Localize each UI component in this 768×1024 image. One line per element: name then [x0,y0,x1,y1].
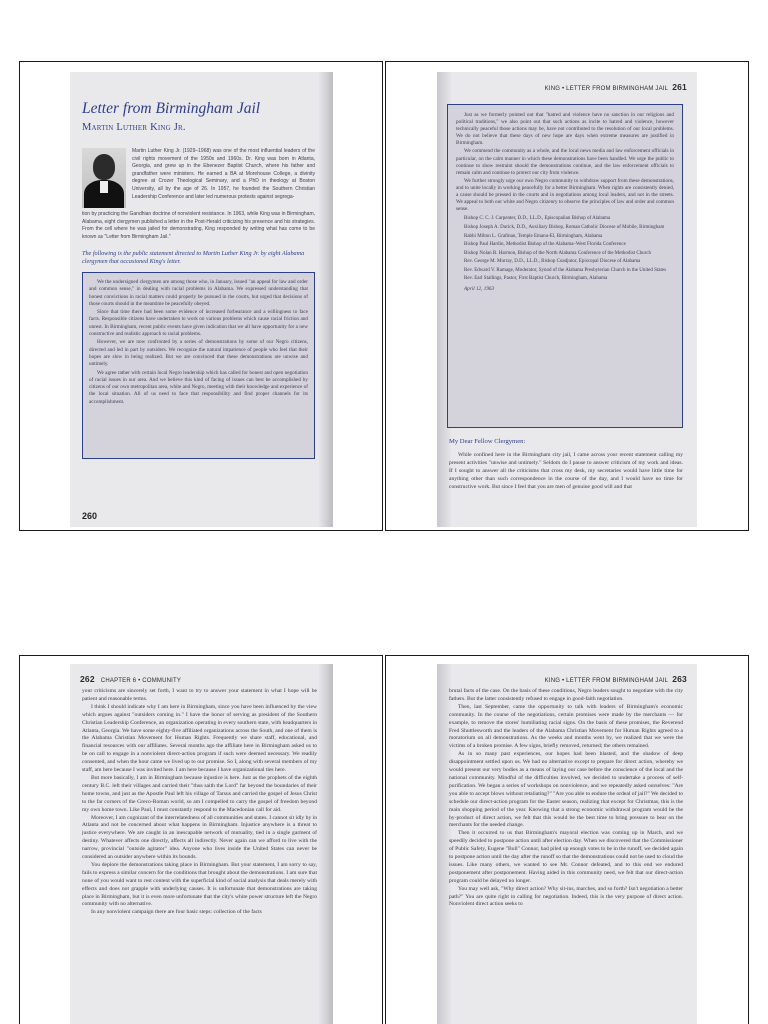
letter-paragraph: But more basically, I am in Birmingham because injustice is here. Just as the prophets of the eighth century B.C. left their villages and carried their "thus saith the Lord" far beyond the boundaries of their home towns, and just as the Apostle Paul left his village of Tarsus and carried the gospel of Jesus Christ to the far corners of the Greco-Roman world, so am I compelled to carry the gospel of freedom beyond my own home town. Like Paul, I must constantly respond to the Macedonian call for aid. [82,774,317,813]
author-bio-continued: tion by practicing the Gandhian doctrine of nonviolent resistance. In 1963, while King was in Birmingham, Alabama, eight clergymen published a letter in the Post-Herald criticizing his presence and his strategies. From the cell where he was jailed for demonstrating, King responded by writing what has come to be known as "Letter from Birmingham Jail." [82,211,315,240]
running-header-text: KING • LETTER FROM BIRMINGHAM JAIL [544,86,669,92]
letter-paragraph: Moreover, I am cognizant of the interrelatedness of all communities and states. I cannot sit idly by in Atlanta and not be concerned about what happens in Birmingham. Injustice anywhere is a threat to justice everywhere. We are caught in an inescapable network of mutuality, tied in a single garment of destiny. Whatever affects one directly, affects all indirectly. Never again can we afford to live with the narrow, provincial "outside agitator" idea. Anyone who lives inside the United States can never be considered an outsider anywhere within its bounds. [82,814,317,861]
running-header-text: CHAPTER 6 • COMMUNITY [100,678,182,684]
signer-entry: Bishop Paul Hardin, Methodist Bishop of the Alabama–West Florida Conference [464,242,626,248]
letter-paragraph: You deplore the demonstrations taking place in Birmingham. But your statement, I am sorry to say, fails to express a similar concern for the conditions that brought about the demonstrations. I am sure that none of you would want to rest content with the superficial kind of social analysis that deals merely with effects and does not grapple with underlying causes. It is unfortunate that demonstrations are taking place in Birmingham, but it is even more unfortunate that the city's white power structure left the Negro community with no alternative. [82,861,317,908]
page-number: 262 [80,674,95,684]
signer-entry: Bishop Joseph A. Durick, D.D., Auxiliary Bishop, Roman Catholic Diocese of Mobile, Birmingham [464,224,665,230]
signer-entry: Rabbi Milton L. Grafman, Temple Emanu-El, Birmingham, Alabama [464,233,603,239]
author-name: Martin Luther King Jr. [82,122,186,133]
book-page-262 [70,664,333,1024]
letter-paragraph: You may well ask, "Why direct action? Why sit-ins, marches, and so forth? Isn't negotiation a better path?" You are quite right in calling for negotiation. Indeed, this is the very purpose of direct action. Nonviolent direct action seeks to [449,885,683,908]
page-number: 261 [672,82,687,92]
letter-paragraph: In any nonviolent campaign there are four basic steps: collection of the facts [91,909,262,916]
signer-entry: Bishop Nolan B. Harmon, Bishop of the North Alabama Conference of the Methodist Church [464,250,652,256]
clergymen-statement-box [82,272,315,459]
running-header [545,674,687,684]
letter-paragraph: your criticisms are sincerely set forth, I want to try to answer your statement in what I hope will be patient and reasonable terms. [82,688,317,702]
letter-paragraph: brutal facts of the case. On the basis of these conditions, Negro leaders sought to negotiate with the city fathers. But the latter consistently refused to engage in good-faith negotiation. [449,688,683,702]
signer-entry: Bishop C. C. J. Carpenter, D.D., LL.D., Episcopalian Bishop of Alabama [464,216,611,222]
page-gutter-shadow [319,664,333,1024]
page-frame-262 [19,655,383,1024]
portrait-head [93,154,115,180]
letter-paragraph: Then, last September, came the opportunity to talk with leaders of Birmingham's economic community. In the course of the negotiations, certain promises were made by the merchants — for example, to remove the stores' humiliating racial signs. On the basis of these promises, the Reverend Fred Shuttlesworth and the leaders of the Alabama Christian Movement for Human Rights agreed to a moratorium on all demonstrations. As the weeks and months went by, we realized that we were the victims of a broken promise. A few signs, briefly removed, returned; the others remained. [449,703,683,750]
signers-list [456,216,674,293]
page-frame-260 [19,61,383,531]
statement-paragraph: We agree rather with certain local Negro leadership which has called for honest and open negotiation of racial issues in our area. And we believe this kind of facing of issues can best be accomplished by citizens of our own metropolitan area, white and Negro, meeting with their knowledge and experience of the local situation. All of us need to face that responsibility and find proper channels for its accomplishment. [89,369,308,405]
book-page-261 [437,72,697,527]
statement-date: April 12, 1963 [464,286,495,293]
page-number: 260 [82,511,98,521]
statement-paragraph: We further strongly urge our own Negro community to withdraw support from these demonstrations, and to unite locally in working peacefully for a better Birmingham. When rights are consistently denied, a cause should be pressed in the courts and in negotiations among local leaders, and not in the streets. We appeal to both our white and Negro citizenry to observe the principles of law and order and common sense. [456,177,674,213]
page-frame-263 [385,655,749,1024]
letter-paragraph: As in so many past experiences, our hopes had been blasted, and the shadow of deep disappointment settled upon us. We had no alternative except to prepare for direct action, whereby we would present our very bodies as a means of laying our case before the conscience of the local and the national community. Mindful of the difficulties involved, we decided to undertake a process of self-purification. We began a series of workshops on nonviolence, and we repeatedly asked ourselves: "Are you able to accept blows without retaliating?" "Are you able to endure the ordeal of jail?" We decided to schedule our direct-action program for the Easter season, realizing that except for Christmas, this is the main shopping period of the year. Knowing that a strong economic withdrawal program would be the by-product of direct action, we felt that this would be the best time to bring pressure to bear on the merchants for the needed change. [449,751,683,829]
page-title: Letter from Birmingham Jail [82,100,261,117]
book-page-260 [70,72,333,527]
clergymen-statement-box [447,104,683,428]
letter-paragraph: Then it occurred to us that Birmingham's mayoral election was coming up in March, and we speedily decided to postpone action until after election day. When we discovered that the Commissioner of Public Safety, Eugene "Bull" Connor, had piled up enough votes to be in the runoff, we decided again to postpone action until the day after the runoff so that the demonstrations could not be used to cloud the issues. Like many others, we wanted to see Mr. Connor defeated, and to this end we endured postponement after postponement. Having aided in this community need, we felt that our direct-action program could be delayed no longer. [449,830,683,884]
signer-entry: Rev. George M. Murray, D.D., LL.D., Bishop Coadjutor, Episcopal Diocese of Alabama [464,259,641,265]
statement-paragraph: However, we are now confronted by a series of demonstrations by some of our Negro citizens, directed and led in part by outsiders. We recognize the natural impatience of people who feel that their hopes are slow in being realized. But we are convinced that these demonstrations are unwise and untimely. [89,339,308,368]
running-header [545,82,687,92]
statement-intro: The following is the public statement directed to Martin Luther King Jr. by eight Alabama clergymen that occasioned King's letter. [82,250,305,266]
page-number: 263 [672,674,687,684]
page-gutter-shadow [319,72,333,527]
running-header [80,674,181,684]
letter-body [82,688,317,1024]
statement-paragraph: Just as we formerly pointed out that "hatred and violence have no sanction in our religious and political traditions," we also point out that such actions as incite to hatred and violence, however technically peaceful those actions may be, have not contributed to the resolution of our local problems. We do not believe that these days of new hope are days when extreme measures are justified in Birmingham. [456,112,674,147]
signer-entry: Rev. Earl Stallings, Pastor, First Baptist Church, Birmingham, Alabama [464,276,608,282]
running-header-text: KING • LETTER FROM BIRMINGHAM JAIL [544,678,669,684]
page-frame-261 [385,61,749,531]
author-portrait [82,148,126,208]
statement-paragraph: We commend the community as a whole, and the local news media and law enforcement officials in particular, on the calm manner in which these demonstrations have been handled. We urge the public to continue to show restraint should the demonstrations continue, and the law enforcement officials to remain calm and continue to protect our city from violence. [456,148,674,176]
letter-body [449,452,683,521]
book-page-263 [437,664,697,1024]
letter-paragraph: While confined here in the Birmingham city jail, I came across your recent statement calling my present activities "unwise and untimely." Seldom do I pause to answer criticism of my work and ideas. If I sought to answer all the criticisms that cross my desk, my secretaries would have little time for anything other than such correspondence in the course of the day, and I would have no time for constructive work. But since I feel that you are men of genuine good will and that [449,452,683,490]
letter-paragraph: I think I should indicate why I am here in Birmingham, since you have been influenced by the view which argues against "outsiders coming in." I have the honor of serving as president of the Southern Christian Leadership Conference, an organization operating in every southern state, with headquarters in Atlanta, Georgia. We have some eighty-five affiliated organizations across the South, and one of them is the Alabama Christian Movement for Human Rights. Frequently we share staff, educational, and financial resources with our affiliates. Several months ago the affiliate here in Birmingham asked us to be on call to engage in a nonviolent direct-action program if such were deemed necessary. We readily consented, and when the hour came we lived up to our promise. So I, along with several members of my staff, am here because I was invited here. I am here because I have organizational ties here. [82,703,317,774]
author-bio: Martin Luther King Jr. (1929–1968) was one of the most influential leaders of the civil rights movement of the 1950s and 1960s. Dr. King was born in Atlanta, Georgia, and grew up in the Ebenezer Baptist Church, where his father and grandfather were ministers. He earned a BA at Morehouse College, a divinity degree at Crozer Theological Seminary, and a PhD in theology at Boston University, all by the age of 26. In 1957, he founded the Southern Christian Leadership Conference and later led numerous protests against segrega- [132,148,315,200]
statement-paragraph: We the undersigned clergymen are among those who, in January, issued "an appeal for law and order and common sense," in dealing with racial problems in Alabama. We expressed understanding that honest convictions in racial matters could properly be pursued in the courts, but urged that decisions of those courts should in the meantime be peacefully obeyed. [89,279,308,307]
statement-paragraph: Since that time there had been some evidence of increased forbearance and a willingness to face facts. Responsible citizens have undertaken to work on various problems which cause racial friction and unrest. In Birmingham, recent public events have given indication that we all have opportunity for a new constructive and realistic approach to racial problems. [89,309,308,338]
signer-entry: Rev. Edward V. Ramage, Moderator, Synod of the Alabama Presbyterian Church in the United States [464,267,667,273]
letter-body [449,688,683,1024]
portrait-collar [100,181,108,193]
letter-salutation: My Dear Fellow Clergymen: [449,438,526,445]
